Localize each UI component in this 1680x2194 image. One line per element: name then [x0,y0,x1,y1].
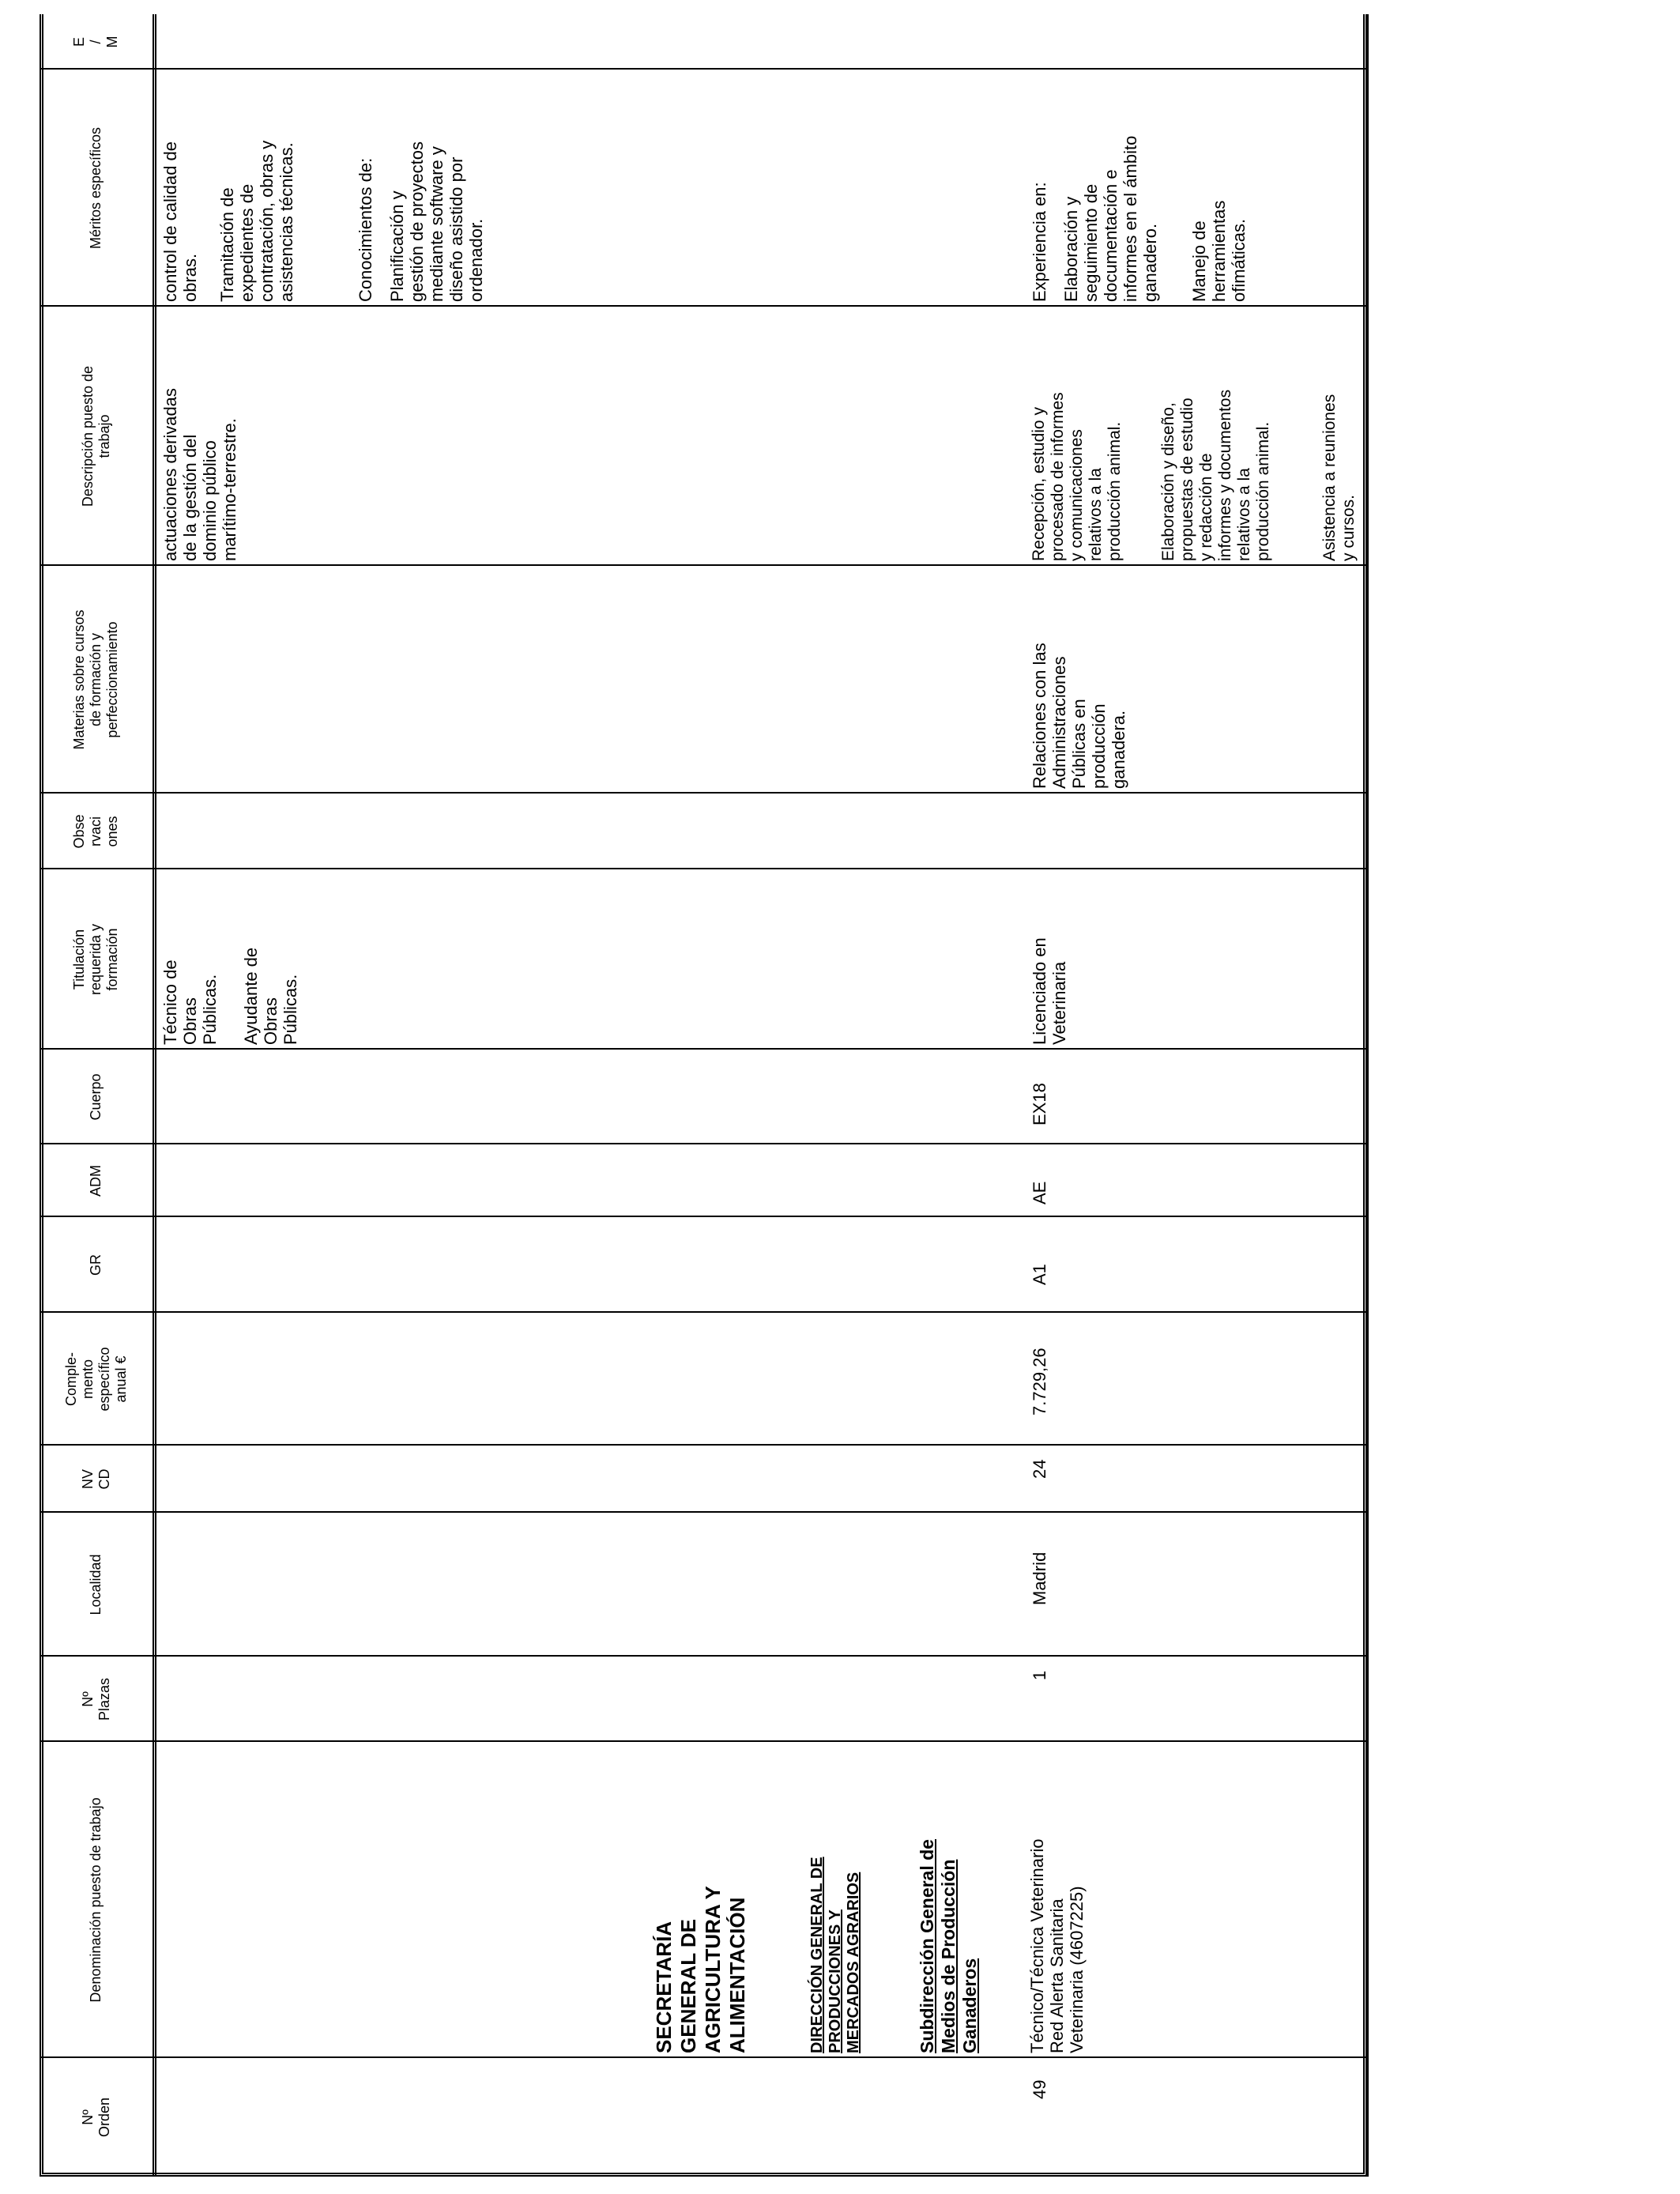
row-cuerpo: EX18 [1030,1083,1049,1125]
continuation-descripcion: actuaciones derivadas de la gestión del dominio público marítimo-terrestre. [160,388,239,561]
row-descripcion-2: Elaboración y diseño, propuestas de estudio y redacción de informes y documentos relativos a la producción animal. [1159,389,1272,561]
header-divider [153,14,156,2177]
column-divider [40,2056,1367,2058]
column-divider [40,792,1367,794]
row-materias: Relaciones con las Administraciones Públicas en producción ganadera. [1030,643,1128,789]
continuation-merito-2: Tramitación de expedientes de contratación, obras y asistencias técnicas. [217,140,296,302]
column-divider [40,1311,1367,1313]
header-observaciones: Obse rvaci ones [71,814,120,849]
continuation-merito-1: control de calidad de obras. [160,141,200,302]
row-plazas: 1 [1030,1670,1049,1680]
column-divider [40,68,1367,70]
header-em: E / M [71,36,120,48]
header-plazas: Nº Plazas [79,1677,112,1721]
continuation-merito-4: Planificación y gestión de proyectos mediante software y diseño asistido por ordenador. [387,141,486,302]
row-nivel: 24 [1030,1459,1049,1479]
section-direccion: DIRECCIÓN GENERAL DE PRODUCCIONES Y MERCADOS AGRARIOS [808,1857,862,2053]
row-titulacion: Licenciado en Veterinaria [1030,937,1069,1045]
row-grupo: A1 [1030,1264,1049,1285]
header-nivel: NV CD [79,1468,112,1490]
continuation-titulacion-2: Ayudante de Obras Públicas. [241,947,300,1045]
column-divider [40,868,1367,869]
column-divider [40,1511,1367,1513]
header-denominacion: Denominación puesto de trabajo [88,1797,104,2003]
header-grupo: GR [88,1254,104,1276]
column-divider [40,1048,1367,1050]
header-adm: ADM [88,1165,104,1197]
table-bottom-rule [1367,14,1369,2177]
column-divider [40,305,1367,307]
row-orden: 49 [1030,2079,1049,2099]
header-cuerpo: Cuerpo [88,1073,104,1121]
column-divider [40,1444,1367,1446]
row-merito-3: Manejo de herramientas ofimáticas. [1189,200,1249,302]
header-materias: Materias sobre cursos de formación y perfeccionamiento [71,609,120,750]
column-divider [40,1740,1367,1742]
row-complemento: 7.729,26 [1030,1348,1049,1416]
continuation-merito-3: Conocimientos de: [356,157,375,302]
row-denominacion: Técnico/Técnica Veterinario Red Alerta Sanitaria Veterinaria (4607225) [1027,1838,1087,2053]
column-divider [40,1655,1367,1657]
section-subdireccion: Subdirección General de Medios de Producción Ganaderos [917,1839,980,2053]
row-descripcion-3: Asistencia a reuniones y cursos. [1320,394,1358,561]
row-adm: AE [1030,1181,1049,1204]
column-divider [40,564,1367,566]
header-descripcion: Descripción puesto de trabajo [79,365,112,507]
row-localidad: Madrid [1030,1551,1049,1605]
header-orden: Nº Orden [79,2097,112,2138]
header-complemento: Comple- mento específico anual € [62,1347,129,1412]
section-secretaria: SECRETARÍA GENERAL DE AGRICULTURA Y ALIMENTACIÓN [652,1886,749,2053]
table-frame [40,14,1367,2177]
column-divider [40,1216,1367,1217]
row-merito-1: Experiencia en: [1030,182,1049,302]
column-divider [40,1143,1367,1144]
header-localidad: Localidad [88,1554,104,1615]
row-merito-2: Elaboración y seguimiento de documentación e informes en el ámbito ganadero. [1061,135,1160,302]
row-descripcion-1: Recepción, estudio y procesado de informes y comunicaciones relativos a la producción animal. [1030,392,1124,561]
header-titulacion: Titulación requerida y formación [71,923,120,996]
header-meritos: Méritos específicos [88,126,104,250]
continuation-titulacion-1: Técnico de Obras Públicas. [160,959,220,1045]
